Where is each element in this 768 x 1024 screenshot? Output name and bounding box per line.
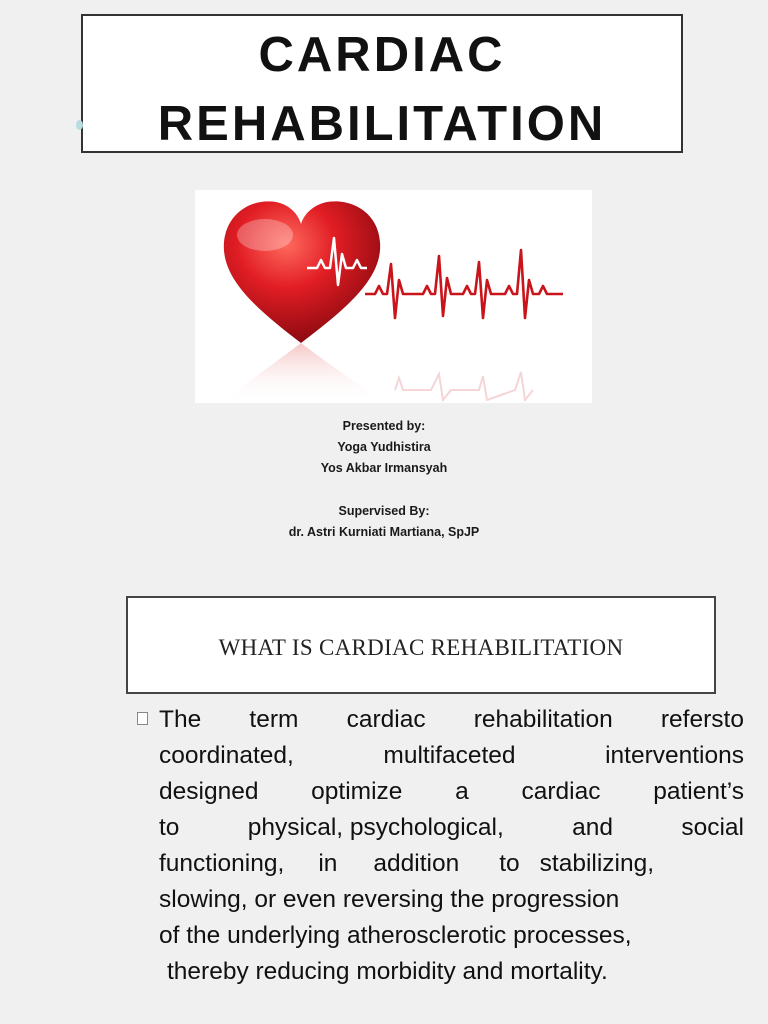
title-box [81, 14, 683, 153]
title-line-2: REHABILITATION [157, 97, 607, 151]
supervised-by-label: Supervised By: [338, 504, 430, 518]
text-line: functioning, in addition to stabilizing, [159, 850, 655, 877]
heart-icon [195, 190, 592, 403]
text-line: thereby reducing morbidity and mortality. [167, 958, 608, 985]
text-line: The term cardiac rehabilitation refersto [159, 706, 744, 733]
definition-paragraph [159, 702, 744, 990]
presenter-name: Yos Akbar Irmansyah [320, 461, 448, 475]
text-line: to physical, psychological, and social [159, 814, 744, 841]
section-heading-box [126, 596, 716, 694]
credits [0, 416, 768, 543]
text-line: coordinated, multifaceted interventions [159, 742, 744, 769]
decorative-dot [76, 120, 83, 130]
presenter-name: Yoga Yudhistira [337, 440, 431, 454]
presented-by-label: Presented by: [342, 419, 426, 433]
square-bullet-icon [137, 712, 148, 725]
supervisor-name: dr. Astri Kurniati Martiana, SpJP [288, 525, 480, 539]
text-line: of the underlying atherosclerotic processes, [159, 922, 632, 949]
title-line-1: CARDIAC [258, 28, 506, 82]
section-heading: WHAT IS CARDIAC REHABILITATION [218, 635, 624, 660]
heart-ecg-image [195, 190, 592, 403]
text-line: slowing, or even reversing the progression [159, 886, 620, 913]
text-line: designed optimize a cardiac patient’s [159, 778, 744, 805]
